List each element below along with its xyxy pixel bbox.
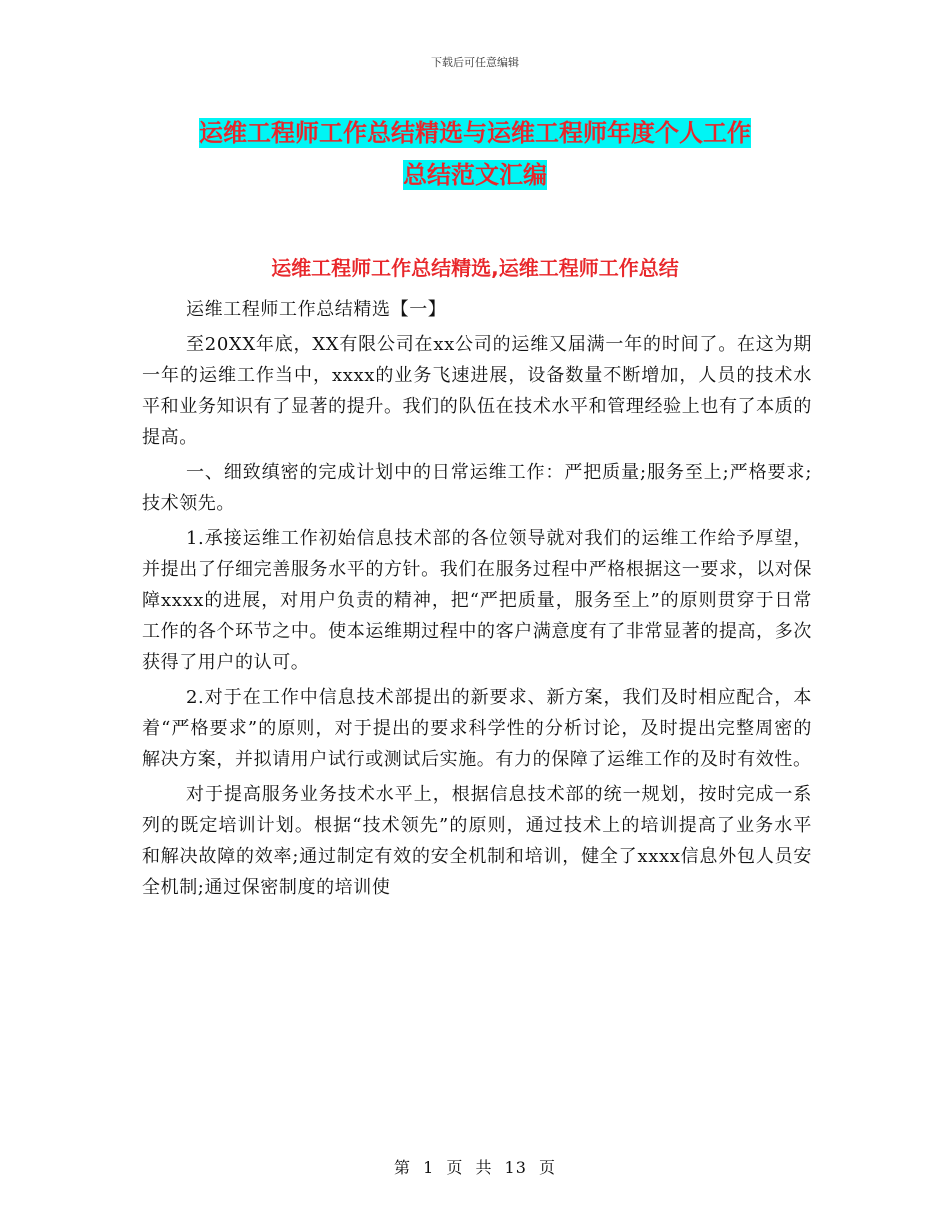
paragraph: 对于提高服务业务技术水平上，根据信息技术部的统一规划，按时完成一系列的既定培训计划。根据“技术领先”的原则，通过技术上的培训提高了业务水平和解决故障的效率;通过制定有效的安全机制和培训，健全了xxxx信息外包人员安全机制;通过保密制度的培训使 <box>142 784 812 898</box>
paragraph: 1.承接运维工作初始信息技术部的各位领导就对我们的运维工作给予厚望，并提出了仔细完善服务水平的方针。我们在服务过程中严格根据这一要求，以对保障xxxx的进展，对用户负责的精神，把“严把质量，服务至上”的原则贯穿于日常工作的各个环节之中。使本运维期过程中的客户满意度有了非常显著的提高，多次获得了用户的认可。 <box>142 528 812 673</box>
section-title: 运维工程师工作总结精选,运维工程师工作总结 <box>271 256 679 280</box>
subheading: 运维工程师工作总结精选【一】 <box>186 299 447 320</box>
page-number-footer: 第 1 页 共 13 页 <box>394 1158 556 1177</box>
document-title-line-2: 总结范文汇编 <box>403 161 547 189</box>
document-title <box>0 112 950 196</box>
header-note: 下载后可任意编辑 <box>431 56 519 69</box>
paragraph: 一、细致缜密的完成计划中的日常运维工作：严把质量;服务至上;严格要求;技术领先。 <box>142 462 812 514</box>
document-title-line-1: 运维工程师工作总结精选与运维工程师年度个人工作 <box>199 119 751 147</box>
paragraph: 至20XX年底，XX有限公司在xx公司的运维又届满一年的时间了。在这为期一年的运维工作当中，xxxx的业务飞速进展，设备数量不断增加，人员的技术水平和业务知识有了显著的提升。我们的队伍在技术水平和管理经验上也有了本质的提高。 <box>142 334 812 448</box>
paragraph: 2.对于在工作中信息技术部提出的新要求、新方案，我们及时相应配合，本着“严格要求”的原则，对于提出的要求科学性的分析讨论，及时提出完整周密的解决方案，并拟请用户试行或测试后实施。有力的保障了运维工作的及时有效性。 <box>142 687 812 770</box>
document-body <box>142 294 812 907</box>
